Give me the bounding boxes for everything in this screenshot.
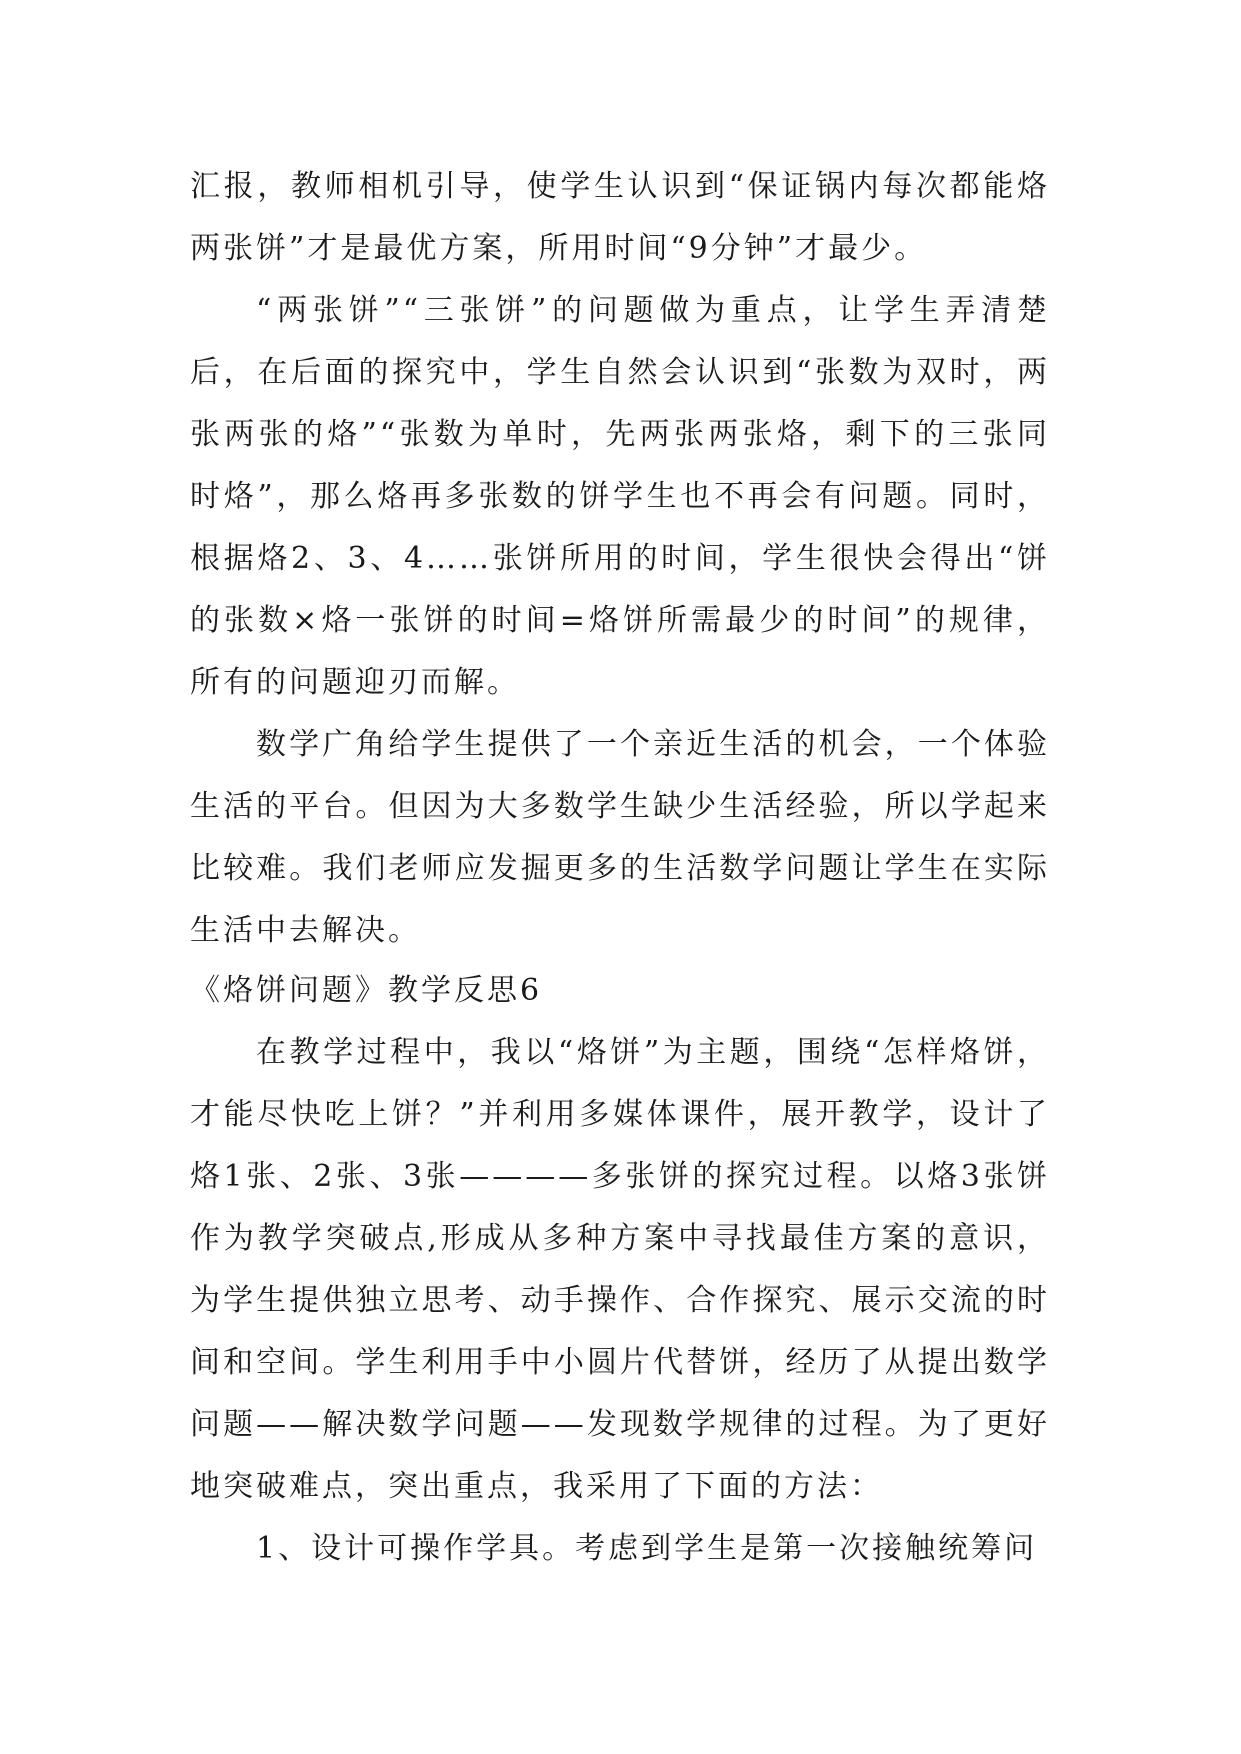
text-block-top xyxy=(190,156,1050,962)
paragraph: 在教学过程中，我以“烙饼”为主题，围绕“怎样烙饼，才能尽快吃上饼？”并利用多媒体课件，展开教学，设计了烙1张、2张、3张————多张饼的探究过程。以烙3张饼作为教学突破点,形成从多种方案中寻找最佳方案的意识，为学生提供独立思考、动手操作、合作探究、展示交流的时间和空间。学生利用手中小圆片代替饼，经历了从提出数学问题——解决数学问题——发现数学规律的过程。为了更好地突破难点，突出重点，我采用了下面的方法： xyxy=(190,1035,1050,1504)
paragraph: 数学广角给学生提供了一个亲近生活的机会，一个体验生活的平台。但因为大多数学生缺少生活经验，所以学起来比较难。我们老师应发掘更多的生活数学问题让学生在实际生活中去解决。 xyxy=(190,727,1050,948)
section-title: 《烙饼问题》教学反思6 xyxy=(190,973,543,1008)
paragraph: 1、设计可操作学具。考虑到学生是第一次接触统筹问 xyxy=(256,1531,1038,1566)
paragraph: 汇报，教师相机引导，使学生认识到“保证锅内每次都能烙两张饼”才是最优方案，所用时间“9分钟”才最少。 xyxy=(190,169,1050,266)
paragraph: “两张饼”“三张饼”的问题做为重点，让学生弄清楚后，在后面的探究中，学生自然会认识到“张数为双时，两张两张的烙”“张数为单时，先两张两张烙，剩下的三张同时烙”，那么烙再多张数的饼学生也不再会有问题。同时，根据烙2、3、4……张饼所用的时间，学生很快会得出“饼的张数×烙一张饼的时间=烙饼所需最少的时间”的规律，所有的问题迎刃而解。 xyxy=(190,293,1050,700)
text-block-section xyxy=(190,960,1050,1580)
